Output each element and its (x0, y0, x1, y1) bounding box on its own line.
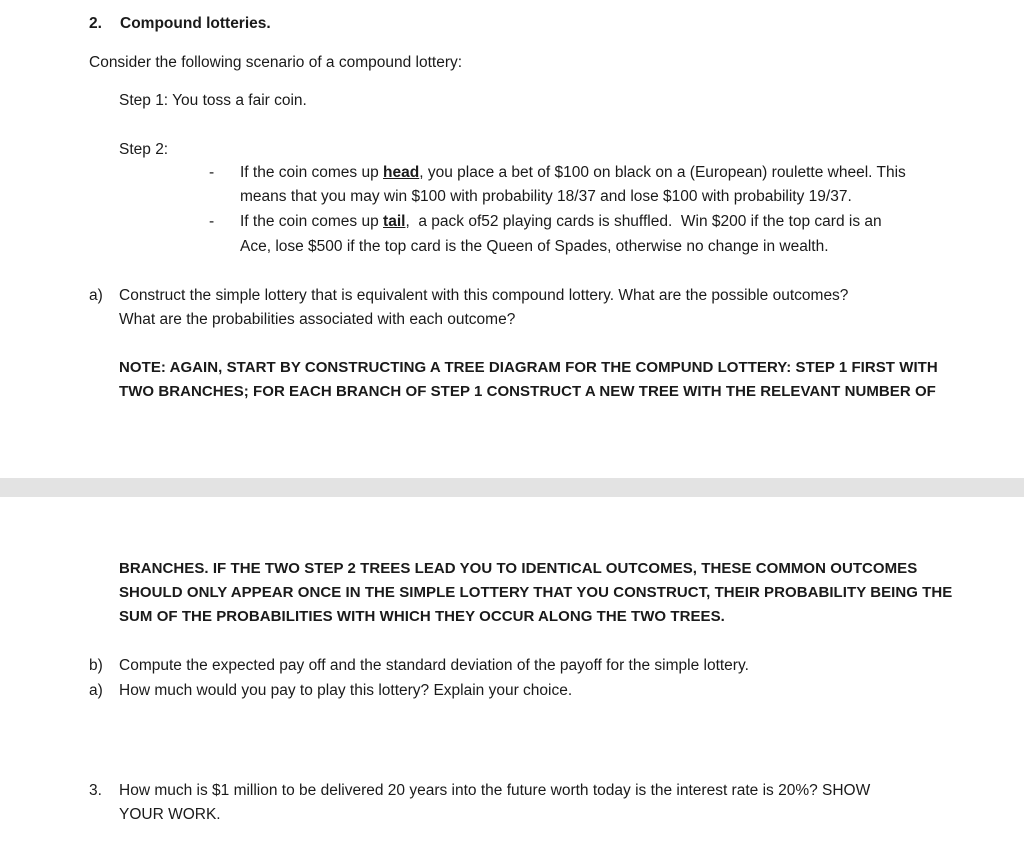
note-line-5: SUM OF THE PROBABILITIES WITH WHICH THEY OCCUR ALONG THE TWO TREES. (119, 608, 725, 625)
part-b-text: Compute the expected pay off and the standard deviation of the payoff for the simple lottery. (119, 657, 749, 674)
keyword-tail: tail (383, 213, 406, 230)
keyword-head: head (383, 164, 420, 181)
bullet-head-post: , you place a bet of $100 on black on a (European) roulette wheel. This (419, 164, 906, 181)
bullet-head-pre: If the coin comes up (240, 164, 384, 181)
part-a2-label: a) (89, 682, 103, 699)
page-break (0, 478, 1024, 497)
question-3-number: 3. (89, 782, 102, 799)
part-a-line-1: Construct the simple lottery that is equivalent with this compound lottery. What are the possible outcomes? (119, 287, 849, 304)
bullet-tail-line-1 (240, 213, 882, 231)
bullet-dash: - (209, 164, 215, 181)
note-line-2: TWO BRANCHES; FOR EACH BRANCH OF STEP 1 CONSTRUCT A NEW TREE WITH THE RELEVANT NUMBER OF (119, 383, 936, 400)
bullet-dash: - (209, 213, 215, 230)
question-3-line-2: YOUR WORK. (119, 806, 221, 823)
part-a-label: a) (89, 287, 103, 304)
question-2-intro: Consider the following scenario of a compound lottery: (89, 54, 463, 71)
note-line-3: BRANCHES. IF THE TWO STEP 2 TREES LEAD YOU TO IDENTICAL OUTCOMES, THESE COMMON OUTCOMES (119, 560, 918, 577)
note-line-1: NOTE: AGAIN, START BY CONSTRUCTING A TREE DIAGRAM FOR THE COMPUND LOTTERY: STEP 1 FIRST WITH (119, 359, 938, 376)
question-2-number: 2. (89, 15, 102, 32)
part-a2-text: How much would you pay to play this lottery? Explain your choice. (119, 682, 573, 699)
part-a-line-2: What are the probabilities associated with each outcome? (119, 311, 516, 328)
step-1-text: Step 1: You toss a fair coin. (119, 92, 307, 109)
bullet-tail-line-2: Ace, lose $500 if the top card is the Queen of Spades, otherwise no change in wealth. (240, 238, 829, 255)
part-b-label: b) (89, 657, 103, 674)
note-line-4: SHOULD ONLY APPEAR ONCE IN THE SIMPLE LOTTERY THAT YOU CONSTRUCT, THEIR PROBABILITY BEING THE (119, 584, 953, 601)
question-2-title: Compound lotteries. (120, 15, 271, 32)
step-2-label: Step 2: (119, 141, 169, 158)
bullet-head-line-2: means that you may win $100 with probability 18/37 and lose $100 with probability 19/37. (240, 188, 852, 205)
bullet-tail-pre: If the coin comes up (240, 213, 384, 230)
bullet-tail-post: , a pack of52 playing cards is shuffled. Win $200 if the top card is an (405, 213, 882, 230)
bullet-head-line-1 (240, 164, 906, 182)
question-3-line-1: How much is $1 million to be delivered 20 years into the future worth today is the interest rate is 20%? SHOW (119, 782, 871, 799)
